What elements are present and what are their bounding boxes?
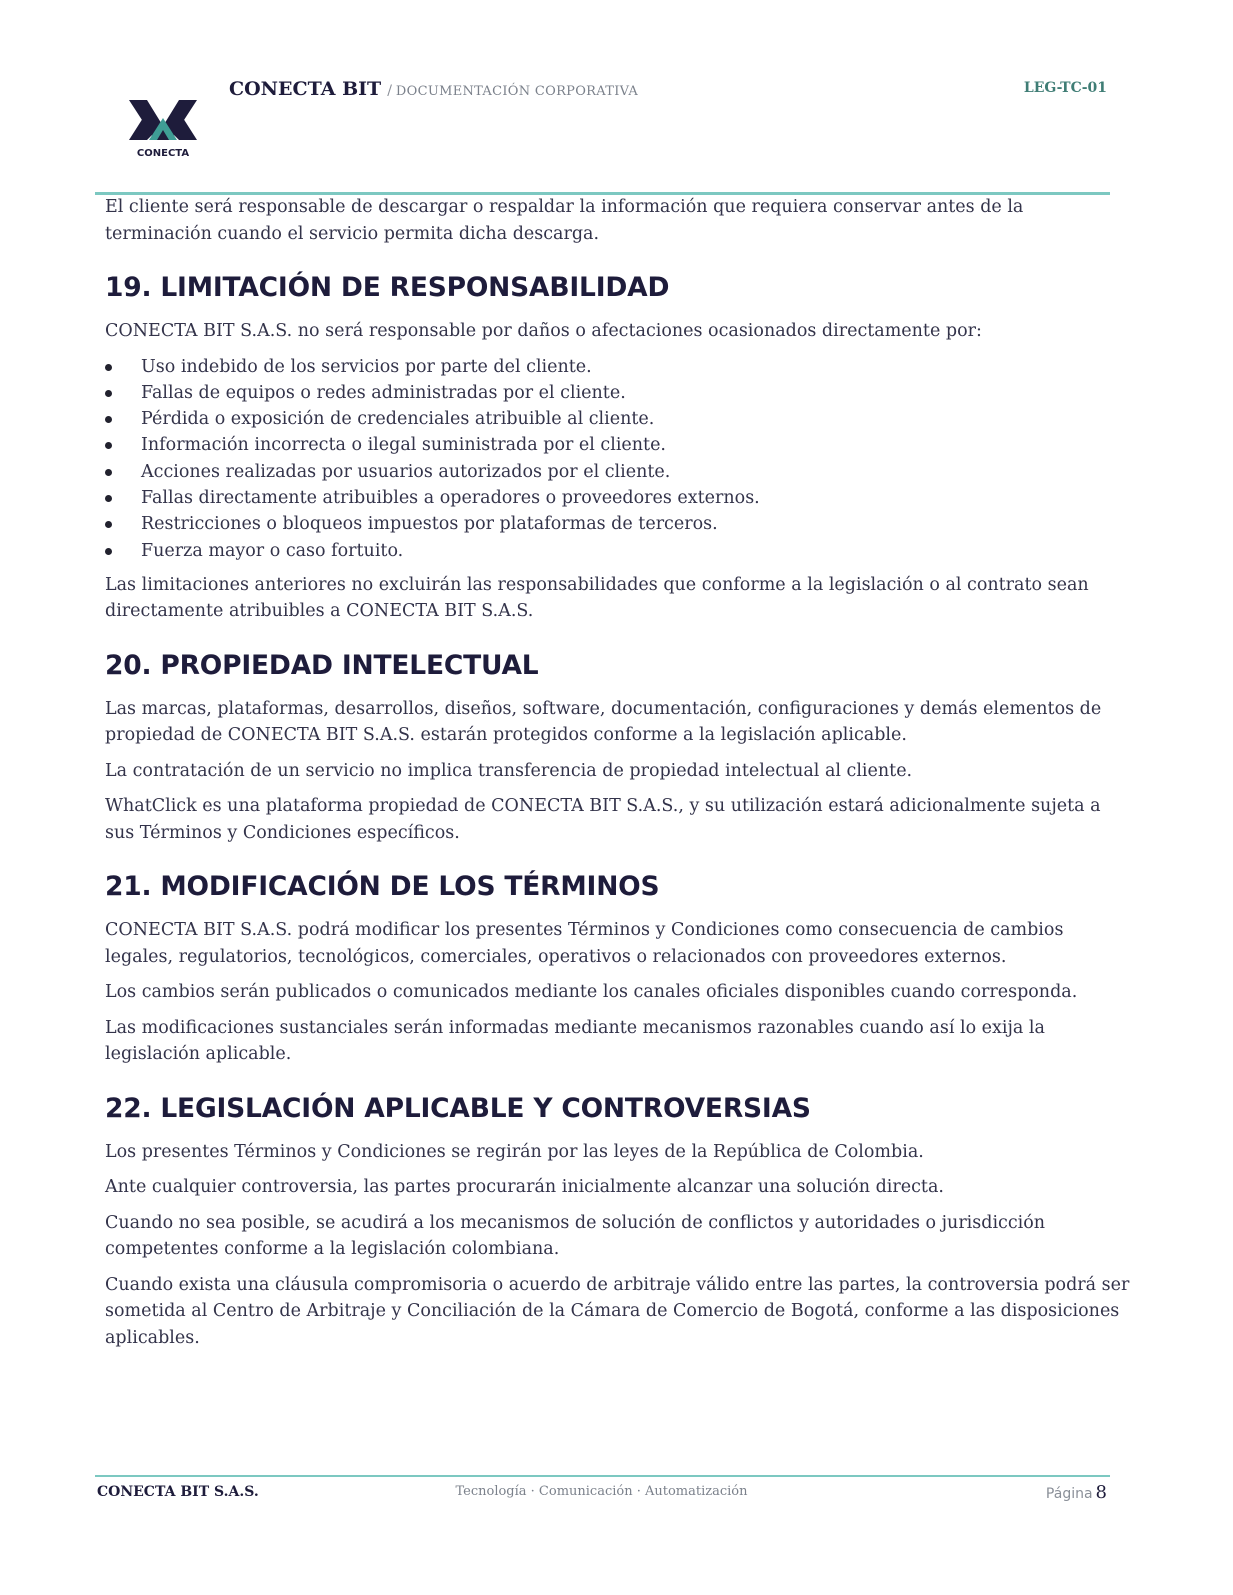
document-body — [105, 194, 1135, 1360]
brand-subtitle: DOCUMENTACIÓN CORPORATIVA — [395, 84, 639, 99]
section-21-paragraph-1: CONECTA BIT S.A.S. podrá modificar los presentes Términos y Condiciones como consecuencia de cambios legales, regulatorios, tecnológicos, comerciales, operativos o relacionados con proveedores externos. — [105, 920, 1064, 967]
conecta-logo — [125, 92, 201, 160]
section-22-title: 22. LEGISLACIÓN APLICABLE Y CONTROVERSIAS — [105, 1092, 811, 1124]
bullet-icon — [105, 364, 112, 371]
list-item: Fallas de equipos o redes administradas por el cliente. — [105, 380, 1135, 406]
bullet-icon — [105, 495, 112, 502]
footer-divider — [95, 1475, 1110, 1477]
page-indicator — [1046, 1482, 1107, 1503]
liability-list — [105, 354, 1135, 564]
page-header — [0, 0, 1233, 196]
brand-separator: / — [387, 83, 392, 99]
section-22-paragraph-4: Cuando exista una cláusula compromisoria o acuerdo de arbitraje válido entre las partes, la controversia podrá ser sometida al Centro de Arbitraje y Conciliación de la Cámara de Comercio de Bogotá, conforme a las disposiciones aplicables. — [105, 1274, 1130, 1348]
section-20-paragraph-3: WhatClick es una plataforma propiedad de CONECTA BIT S.A.S., y su utilización estará adicionalmente sujeta a sus Términos y Condiciones específicos. — [105, 796, 1101, 843]
document-code: LEG-TC-01 — [1023, 80, 1107, 96]
page-label: Página — [1045, 1486, 1093, 1502]
section-21-paragraph-2: Los cambios serán publicados o comunicados mediante los canales oficiales disponibles cuando corresponda. — [105, 982, 1078, 1002]
list-item: Acciones realizadas por usuarios autorizados por el cliente. — [105, 459, 1135, 485]
footer-tagline: Tecnología · Comunicación · Automatización — [455, 1484, 748, 1499]
bullet-icon — [105, 469, 112, 476]
intro-paragraph: El cliente será responsable de descargar o respaldar la información que requiera conservar antes de la terminación cuando el servicio permita dicha descarga. — [105, 197, 1024, 244]
section-21-title: 21. MODIFICACIÓN DE LOS TÉRMINOS — [105, 871, 660, 902]
section-19-title: 19. LIMITACIÓN DE RESPONSABILIDAD — [105, 272, 670, 303]
bullet-icon — [105, 548, 112, 555]
section-22-paragraph-1: Los presentes Términos y Condiciones se regirán por las leyes de la República de Colombia. — [105, 1141, 924, 1162]
bullet-icon — [105, 521, 112, 528]
brand-line — [229, 78, 638, 100]
section-20-paragraph-1: Las marcas, plataformas, desarrollos, diseños, software, documentación, configuraciones y demás elementos de propiedad de CONECTA BIT S.A.S. estarán protegidos conforme a la legislación aplicable. — [105, 698, 1102, 745]
bullet-icon — [105, 442, 112, 449]
list-item: Fuerza mayor o caso fortuito. — [105, 538, 1135, 564]
footer-company: CONECTA BIT S.A.S. — [97, 1484, 259, 1500]
list-item: Fallas directamente atribuibles a operadores o proveedores externos. — [105, 485, 1135, 511]
section-20-paragraph-2: La contratación de un servicio no implica transferencia de propiedad intelectual al cliente. — [105, 760, 913, 781]
section-19-paragraph-2: Las limitaciones anteriores no excluirán las responsabilidades que conforme a la legislación o al contrato sean directamente atribuibles a CONECTA BIT S.A.S. — [105, 574, 1089, 621]
section-20-title: 20. PROPIEDAD INTELECTUAL — [105, 649, 539, 681]
list-item: Información incorrecta o ilegal suministrada por el cliente. — [105, 432, 1135, 458]
section-22-paragraph-2: Ante cualquier controversia, las partes procurarán inicialmente alcanzar una solución directa. — [105, 1177, 944, 1197]
bullet-icon — [105, 390, 112, 397]
list-item: Restricciones o bloqueos impuestos por plataformas de terceros. — [105, 511, 1135, 537]
brand-name: CONECTA BIT — [229, 78, 382, 100]
list-item: Pérdida o exposición de credenciales atribuible al cliente. — [105, 406, 1135, 432]
page-number: 8 — [1095, 1482, 1107, 1503]
list-item: Uso indebido de los servicios por parte del cliente. — [105, 354, 1135, 380]
logo-text: CONECTA — [136, 148, 190, 159]
bullet-icon — [105, 416, 112, 423]
section-21-paragraph-3: Las modificaciones sustanciales serán informadas mediante mecanismos razonables cuando así lo exija la legislación aplicable. — [105, 1017, 1045, 1064]
section-19-paragraph-1: CONECTA BIT S.A.S. no será responsable por daños o afectaciones ocasionados directamente por: — [105, 321, 982, 341]
section-22-paragraph-3: Cuando no sea posible, se acudirá a los mecanismos de solución de conflictos y autoridades o jurisdicción competentes conforme a la legislación colombiana. — [105, 1212, 1046, 1259]
